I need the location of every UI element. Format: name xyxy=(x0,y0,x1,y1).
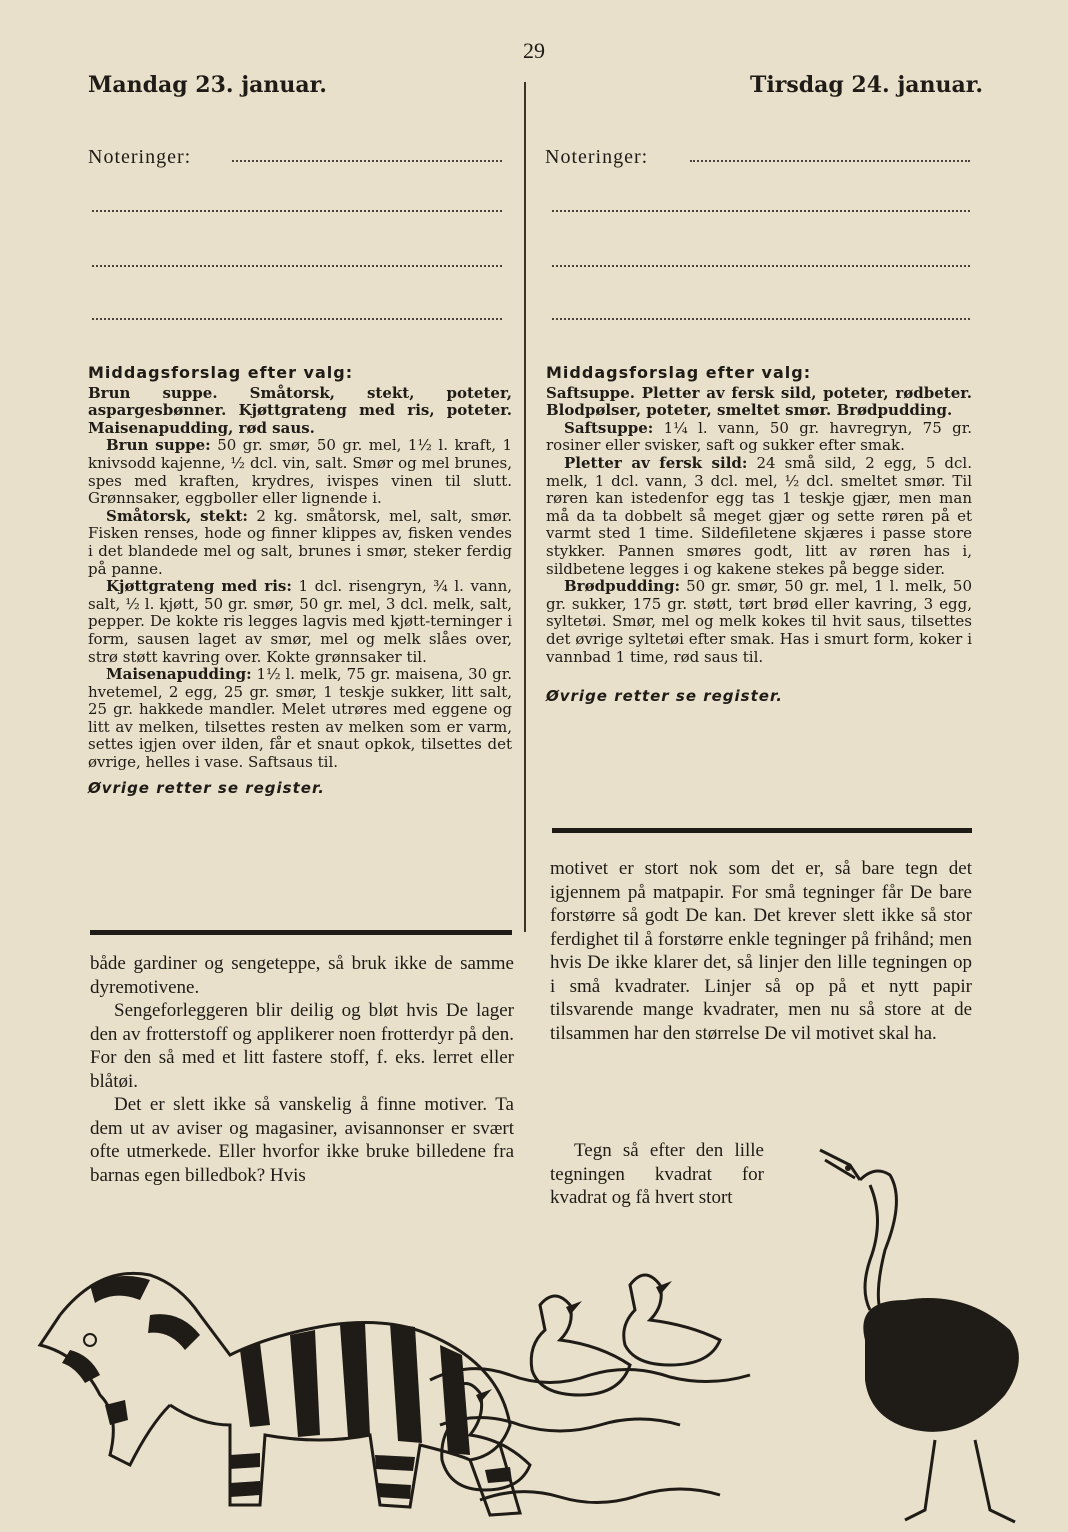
body-left xyxy=(90,952,514,1187)
suggestions-title-left: Middagsforslag efter valg: xyxy=(88,363,354,382)
recipe-left-3 xyxy=(88,578,512,666)
notes-line-left-3 xyxy=(92,265,502,267)
column-divider xyxy=(524,82,526,932)
date-right: Tirsdag 24. januar. xyxy=(750,72,984,98)
recipe-right-1 xyxy=(546,420,972,455)
recipe-text: 2 kg. småtorsk, mel, salt, smør. Fisken renses, hode og finner klippes av, fisken vendes i det blandede mel og salt, brunes i smør, steker ferdig på panne. xyxy=(88,506,512,578)
recipe-left-4 xyxy=(88,666,512,772)
recipe-text: 1½ l. melk, 75 gr. maisena, 30 gr. hvetemel, 2 egg, 25 gr. smør, 1 teskje sukker, litt salt, 25 gr. hakkede mandler. Melet utrøres med eggene og litt av melken, tilsettes resten av melken som er varm, settes igjen over ilden, får et snaut opkok, tilsettes det øvrige, helles i vase. Saftsaus til. xyxy=(88,665,512,772)
rule-left xyxy=(90,930,512,935)
suggestions-title-right: Middagsforslag efter valg: xyxy=(546,363,812,382)
recipe-left-2 xyxy=(88,508,512,578)
recipe-text: 50 gr. smør, 50 gr. mel, 1 l. melk, 50 gr. sukker, 175 gr. støtt, tørt brød eller kavring, 3 egg, syltetøi. Smør, mel og melk kokes til hvit saus, tilsettes det øvrige syltetøi efter smak. Has i smurt form, koker i vannbad 1 time, rød saus til. xyxy=(546,577,972,666)
recipes-left xyxy=(88,364,512,797)
notes-label-left: Noteringer: xyxy=(88,146,192,168)
body-left-p2: Sengeforleggeren blir deilig og bløt hvis De lager den av frotterstoff og applikerer noen frotterdyr på den. For den så med et litt fastere stoff, f. eks. lerret eller blåtøi. xyxy=(90,1000,514,1092)
body-left-p1: både gardiner og sengeteppe, så bruk ikke de samme dyremotivene. xyxy=(90,953,514,998)
recipe-text: 24 små sild, 2 egg, 5 dcl. melk, 1 dcl. vann, 3 dcl. mel, ½ dcl. smeltet smør. Til røren kan istedenfor egg tas 1 teskje gjær, men man må da ta dobbelt så meget gjær og sette røren på et varmt sted 1 time. Sildefiletene skjæres i passe store stykker. Pannen smøres godt, litt av røren has i, sildbetene legges i og kakene stekes på begge sider. xyxy=(546,453,972,578)
ostrich-drawing xyxy=(815,1140,1035,1530)
recipe-right-3 xyxy=(546,578,972,666)
menu-right: Saftsuppe. Pletter av fersk sild, poteter, rødbeter. Blodpølser, poteter, smeltet smør. Brødpudding. xyxy=(546,383,972,420)
ducks-drawing xyxy=(420,1265,760,1515)
notes-line-right-3 xyxy=(552,265,970,267)
body-right xyxy=(550,857,972,1045)
recipe-name: Saftsuppe: xyxy=(564,418,654,437)
page-number: 29 xyxy=(523,38,545,63)
notes-line-right-4 xyxy=(552,318,970,320)
recipes-right xyxy=(546,364,972,706)
body-right-main: motivet er stort nok som det er, så bare tegn det igjennem på matpapir. For små tegninger får De bare forstørre så godt De kan. Det krever slett ikke så stor ferdighet til å forstørre enkle tegninger på frihånd; men hvis De ikke klarer det, så linjer den lille tegningen op i små kvadrater. Linjer så op på et nytt papir tilsvarende mange kvadrater, men nu så store at de tilsammen har den størrelse De vil motivet skal ha. xyxy=(550,858,972,1044)
recipe-text: 1¼ l. vann, 50 gr. havregryn, 75 gr. rosiner eller svisker, saft og sukker efter smak. xyxy=(546,418,972,455)
recipe-name: Småtorsk, stekt: xyxy=(106,506,248,525)
other-dishes-left: Øvrige retter se register. xyxy=(88,778,325,797)
body-right-narrow-text: Tegn så efter den lille tegningen kvadrat for kvadrat og få hvert stort xyxy=(550,1140,764,1208)
notes-line-right-1 xyxy=(690,160,970,162)
notes-label-right: Noteringer: xyxy=(545,146,649,168)
recipe-name: Brun suppe: xyxy=(106,436,211,455)
recipe-name: Brødpudding: xyxy=(564,577,681,596)
recipe-right-2 xyxy=(546,455,972,578)
body-right-narrow xyxy=(550,1139,764,1210)
recipe-name: Kjøttgrateng med ris: xyxy=(106,577,292,596)
recipe-text: 50 gr. smør, 50 gr. mel, 1½ l. kraft, 1 knivsodd kajenne, ½ dcl. vin, salt. Smør og mel brunes, spes med kraften, krydres, ivispes vinen til slutt. Grønnsaker, eggboller eller lignende i. xyxy=(88,436,512,508)
notes-line-right-2 xyxy=(552,210,970,212)
body-left-p3: Det er slett ikke så vanskelig å finne motiver. Ta dem ut av aviser og magasiner, avisannonser er svært ofte utmerkede. Eller hvorfor ikke bruke billedene fra barnas egen billedbok? Hvis xyxy=(90,1094,514,1186)
recipe-name: Pletter av fersk sild: xyxy=(564,453,748,472)
recipe-text: 1 dcl. risengryn, ¾ l. vann, salt, ½ l. kjøtt, 50 gr. smør, 50 gr. mel, 3 dcl. melk, salt, pepper. De kokte ris legges lagvis med kjøtt-terninger i form, sausen laget av smør, mel og melk slåes over, strø støtt kavring over. Kokte grønnsaker til. xyxy=(88,577,512,666)
notes-line-left-2 xyxy=(92,210,502,212)
notes-line-left-4 xyxy=(92,318,502,320)
recipe-left-1 xyxy=(88,437,512,507)
rule-right xyxy=(552,828,972,833)
other-dishes-right: Øvrige retter se register. xyxy=(546,687,783,706)
notes-line-left-1 xyxy=(232,160,502,162)
date-left: Mandag 23. januar. xyxy=(88,72,327,98)
recipe-name: Maisenapudding: xyxy=(106,665,252,684)
menu-left: Brun suppe. Småtorsk, stekt, poteter, aspargesbønner. Kjøttgrateng med ris, poteter. Maisenapudding, rød saus. xyxy=(88,383,512,437)
